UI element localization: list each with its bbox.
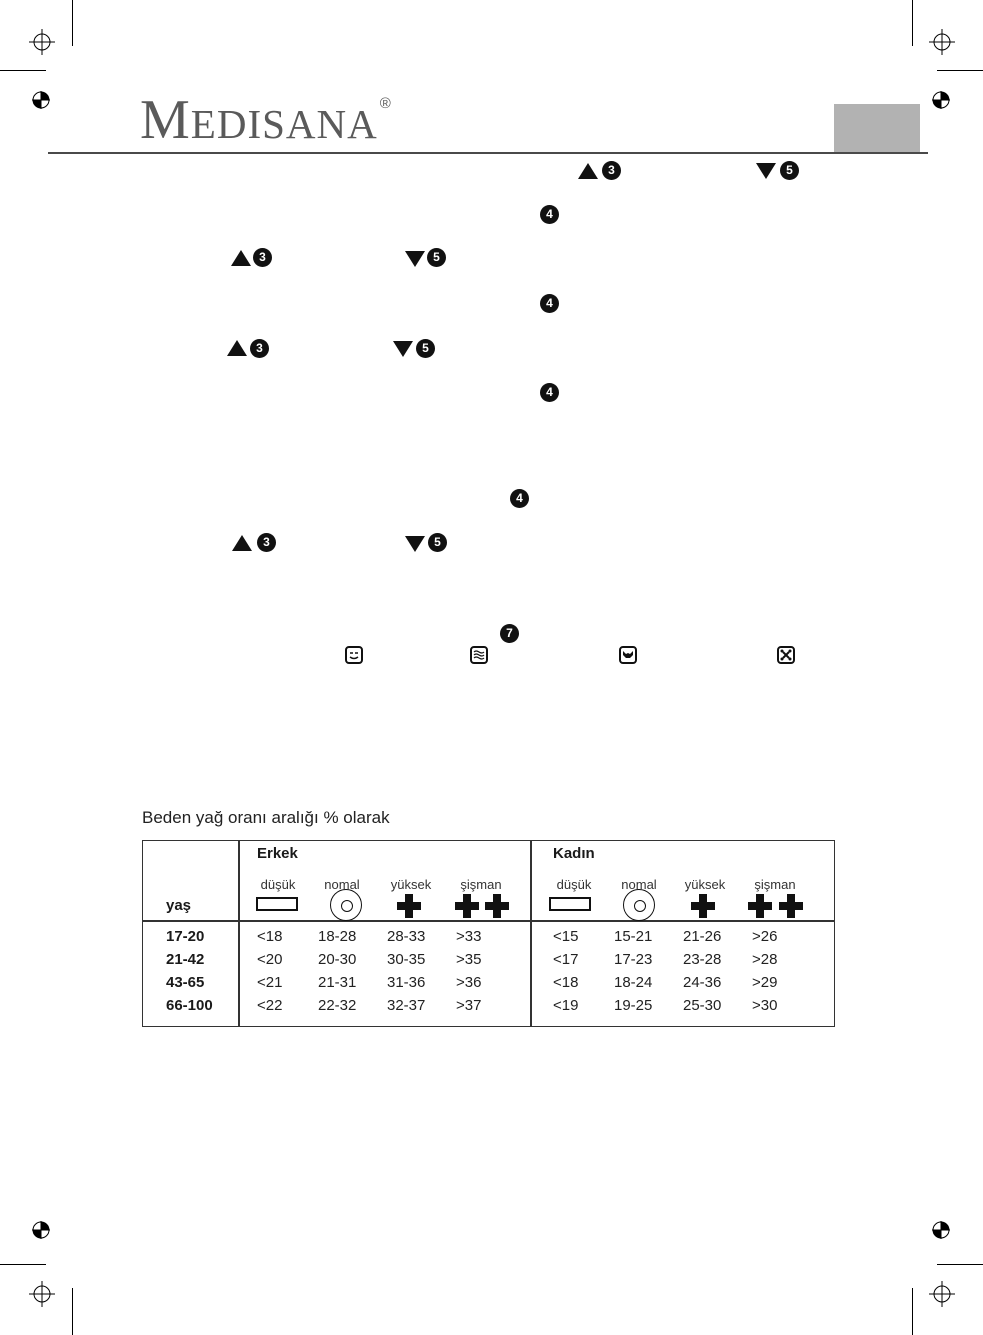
- table-header-rule: [142, 920, 835, 922]
- category-label: düşük: [260, 877, 296, 892]
- table-cell: 28-33: [387, 928, 426, 945]
- table-cell: >37: [456, 997, 482, 1014]
- face-symbol-icon: [345, 646, 363, 664]
- button-3-icon: 3: [602, 161, 621, 180]
- table-cell: <15: [553, 928, 579, 945]
- obese-symbol-icon: [455, 894, 479, 918]
- crop-mark: [937, 70, 983, 71]
- registered-mark: ®: [379, 95, 392, 112]
- table-cell: 17-23: [614, 951, 653, 968]
- table-cell: >26: [752, 928, 778, 945]
- low-symbol-icon: [256, 897, 298, 911]
- table-cell: 18-24: [614, 974, 653, 991]
- table-cell: <17: [553, 951, 579, 968]
- down-arrow-icon: [405, 251, 425, 267]
- registration-dot-icon: [32, 1221, 50, 1239]
- group-label-female: Kadın: [553, 845, 595, 862]
- table-cell: >35: [456, 951, 482, 968]
- body-fat-table: [142, 840, 835, 1027]
- category-label: şişman: [754, 877, 796, 892]
- button-4-icon: 4: [540, 383, 559, 402]
- table-cell: 20-30: [318, 951, 357, 968]
- registration-mark-icon: [929, 29, 955, 55]
- table-cell: >28: [752, 951, 778, 968]
- table-cell: >33: [456, 928, 482, 945]
- high-symbol-icon: [397, 894, 421, 918]
- table-cell: 15-21: [614, 928, 653, 945]
- table-cell: <18: [257, 928, 283, 945]
- brand-logo: [140, 88, 392, 152]
- registration-mark-icon: [29, 29, 55, 55]
- down-arrow-icon: [756, 163, 776, 179]
- down-arrow-icon: [405, 536, 425, 552]
- table-cell: <20: [257, 951, 283, 968]
- crop-mark: [0, 1264, 46, 1265]
- button-3-icon: 3: [257, 533, 276, 552]
- button-5-icon: 5: [416, 339, 435, 358]
- age-label: 17-20: [166, 928, 205, 945]
- low-symbol-icon: [549, 897, 591, 911]
- registration-mark-icon: [29, 1281, 55, 1307]
- table-cell: 31-36: [387, 974, 426, 991]
- table-cell: 23-28: [683, 951, 722, 968]
- button-4-icon: 4: [540, 205, 559, 224]
- crop-mark: [72, 0, 73, 46]
- normal-symbol-icon: [623, 889, 655, 921]
- high-symbol-icon: [691, 894, 715, 918]
- crop-mark: [72, 1288, 73, 1335]
- language-tab: [834, 104, 920, 152]
- crop-mark: [937, 1264, 983, 1265]
- button-5-icon: 5: [780, 161, 799, 180]
- logo-text: EDISANA: [190, 101, 378, 147]
- table-cell: <21: [257, 974, 283, 991]
- table-cell: >30: [752, 997, 778, 1014]
- age-label: 66-100: [166, 997, 213, 1014]
- category-label: nomal: [324, 877, 360, 892]
- muscle-symbol-icon: [619, 646, 637, 664]
- obese-symbol-icon: [748, 894, 772, 918]
- button-5-icon: 5: [427, 248, 446, 267]
- normal-symbol-icon: [330, 889, 362, 921]
- category-label: yüksek: [390, 877, 432, 892]
- button-4-icon: 4: [540, 294, 559, 313]
- up-arrow-icon: [578, 163, 598, 179]
- category-label: düşük: [556, 877, 592, 892]
- table-cell: 18-28: [318, 928, 357, 945]
- table-cell: 19-25: [614, 997, 653, 1014]
- table-divider: [530, 840, 532, 1027]
- age-header: yaş: [166, 897, 192, 914]
- table-cell: 21-31: [318, 974, 357, 991]
- obese-symbol-icon: [779, 894, 803, 918]
- registration-dot-icon: [932, 91, 950, 109]
- crop-mark: [912, 0, 913, 46]
- age-label: 43-65: [166, 974, 205, 991]
- table-cell: <19: [553, 997, 579, 1014]
- category-label: şişman: [460, 877, 502, 892]
- table-cell: >36: [456, 974, 482, 991]
- logo-initial: M: [140, 89, 191, 151]
- crop-mark: [912, 1288, 913, 1335]
- button-4-icon: 4: [510, 489, 529, 508]
- obese-symbol-icon: [485, 894, 509, 918]
- water-symbol-icon: [470, 646, 488, 664]
- category-label: yüksek: [684, 877, 726, 892]
- header-divider: [48, 152, 928, 154]
- button-7-icon: 7: [500, 624, 519, 643]
- bone-symbol-icon: [777, 646, 795, 664]
- registration-dot-icon: [32, 91, 50, 109]
- up-arrow-icon: [231, 250, 251, 266]
- table-caption: Beden yağ oranı aralığı % olarak: [142, 808, 390, 827]
- age-label: 21-42: [166, 951, 205, 968]
- table-cell: 30-35: [387, 951, 426, 968]
- up-arrow-icon: [227, 340, 247, 356]
- up-arrow-icon: [232, 535, 252, 551]
- crop-mark: [0, 70, 46, 71]
- button-3-icon: 3: [250, 339, 269, 358]
- registration-dot-icon: [932, 1221, 950, 1239]
- table-cell: 25-30: [683, 997, 722, 1014]
- button-5-icon: 5: [428, 533, 447, 552]
- table-cell: 21-26: [683, 928, 722, 945]
- registration-mark-icon: [929, 1281, 955, 1307]
- table-cell: 22-32: [318, 997, 357, 1014]
- table-cell: >29: [752, 974, 778, 991]
- table-cell: <18: [553, 974, 579, 991]
- table-cell: 32-37: [387, 997, 426, 1014]
- table-cell: 24-36: [683, 974, 722, 991]
- down-arrow-icon: [393, 341, 413, 357]
- table-divider: [238, 840, 240, 1027]
- table-cell: <22: [257, 997, 283, 1014]
- category-label: nomal: [621, 877, 657, 892]
- button-3-icon: 3: [253, 248, 272, 267]
- group-label-male: Erkek: [257, 845, 298, 862]
